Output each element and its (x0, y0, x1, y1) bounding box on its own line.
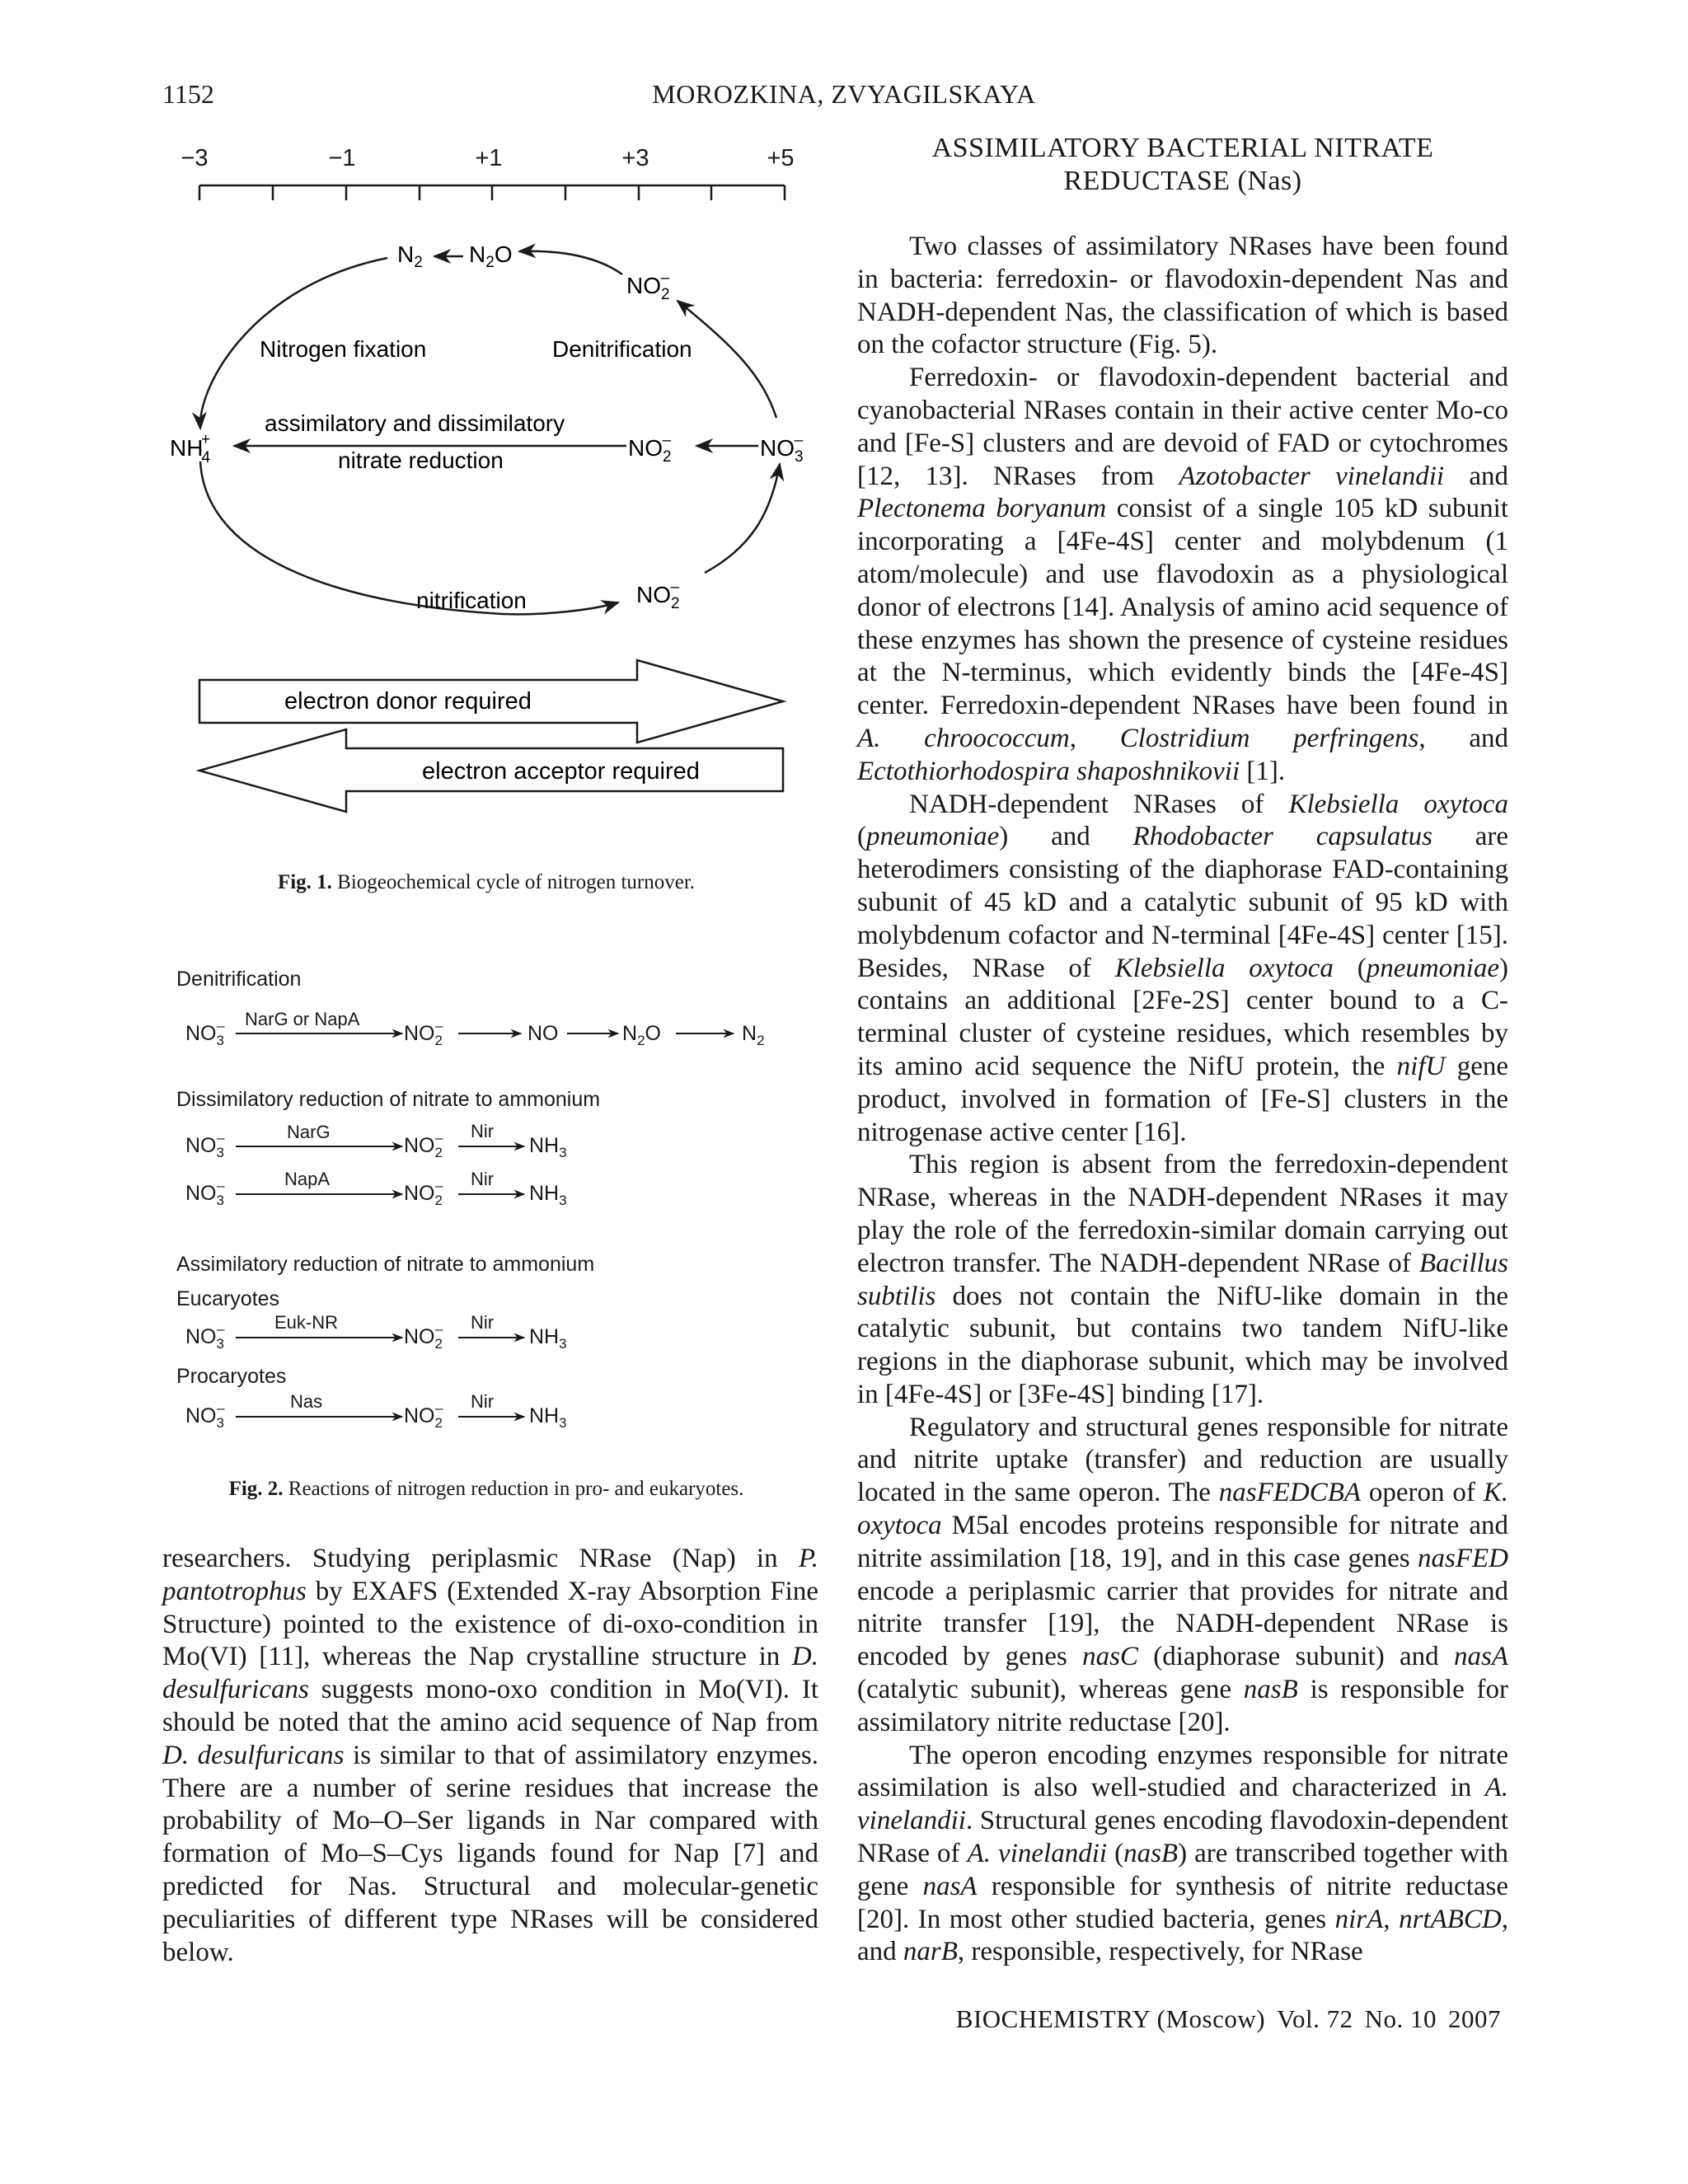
section-title: ASSIMILATORY BACTERIAL NITRATE REDUCTASE (Nas) (931, 133, 1434, 196)
no2-bottom-species: $NO_2-$ (636, 579, 680, 612)
no2-species: $NO_2-$ (404, 1130, 443, 1160)
scale-label: −1 (328, 145, 356, 171)
eucaryotes-label: Eucaryotes (176, 1287, 280, 1310)
paragraph: NADH-dependent NRases of Klebsiella oxytoca (pneumoniae) and Rhodobacter capsulatus are heterodimers consisting of the diaphorase FAD-containing subunit of 45 kD and a catalytic subunit of 95 kD with molybdenum cofactor and N-terminal [4Fe-4S] center [15]. Besides, NRase of Klebsiella oxytoca (pneumoniae) contains an additional [2Fe-2S] center bound to a C-terminal cluster of cysteine residues, which resembles by its amino acid sequence the NifU protein, the nifU gene product, involved in formation of [Fe-S] clusters in the nitrogenase active center [16]. (857, 789, 1509, 1147)
paragraph: Ferredoxin- or flavodoxin-dependent bacterial and cyanobacterial NRases contain in their active center Mo-co and [Fe-S] clusters and are devoid of FAD or cytochromes [12, 13]. NRases from Azotobacter vinelandii and Plectonema boryanum consist of a single 105 kD subunit incorporating a [4Fe-4S] center and molybdenum (1 atom/molecule) and use flavodoxin as a physiological donor of electrons [14]. Analysis of amino acid sequence of these enzymes has shown the presence of cysteine residues at the N-terminus, which evidently binds the [4Fe-4S] center. Ferredoxin-dependent NRases have been found in A. chroococcum, Clostridium perfringens, and Ectothiorhodospira shaposhnikovii [1]. (857, 363, 1508, 786)
journal-year: 2007 (1448, 2004, 1501, 2033)
no2-species: $NO_2-$ (404, 1018, 443, 1048)
no3-species: $NO_3-$ (185, 1130, 225, 1160)
figure-1-caption-text: Biogeochemical cycle of nitrogen turnover. (331, 871, 696, 893)
nir-label: Nir (471, 1121, 495, 1141)
paragraph: researchers. Studying periplasmic NRase (Nap) in P. pantotrophus by EXAFS (Extended X-ray Absorption Fine Structure) pointed to the existence of di-oxo-condition in Mo(VI) [11], whereas the Nap crystalline structure in D. desulfuricans suggests mono-oxo condition in Mo(VI). It should be noted that the amino acid sequence of Nap from D. desulfuricans is similar to that of assimilatory enzymes. There are a number of serine residues that increase the probability of Mo–O–Ser ligands in Nar compared with formation of Mo–S–Cys ligands found for Nap [7] and predicted for Nas. Structural and molecular-genetic peculiarities of different type NRases will be considered below. (162, 1544, 818, 1967)
left-column-text (162, 1543, 818, 1969)
scale-label: −3 (181, 145, 209, 171)
figure-1-caption (157, 871, 816, 894)
figure-1-nitrogen-cycle (157, 136, 816, 861)
euk-nr-label: Euk-NR (274, 1312, 339, 1333)
arrow (519, 251, 622, 274)
no3-species: $NO_3-$ (185, 1018, 225, 1048)
paragraph: Regulatory and structural genes responsible for nitrate and nitrite uptake (transfer) and reduction are usually located in the same operon. The nasFEDCBA operon of K. oxytoca M5al encodes proteins responsible for nitrate and nitrite assimilation [18, 19], and in this case genes nasFED encode a periplasmic carrier that provides for nitrate and nitrite transfer [19], the NADH-dependent NRase is encoded by genes nasC (diaphorase subunit) and nasA (catalytic subunit), whereas gene nasB is responsible for assimilatory nitrite reductase [20]. (857, 1412, 1509, 1737)
nh3-species: $NH_3$ (529, 1134, 567, 1160)
no2-species: $NO_2-$ (404, 1321, 443, 1352)
no3-species: $NO_3-$ (760, 432, 804, 466)
no-species: NO (528, 1022, 559, 1045)
paragraph: Two classes of assimilatory NRases have been found in bacteria: ferredoxin- or flavodoxin-dependent Nas and NADH-dependent Nas, the classification of which is based on the cofactor structure (Fig. 5). (857, 232, 1508, 360)
nitrate-reduction-label: nitrate reduction (338, 448, 504, 473)
figure-2-caption-text: Reactions of nitrogen reduction in pro- and eukaryotes. (283, 1478, 744, 1500)
figure-2-reactions (165, 956, 816, 1451)
dissimilatory-title: Dissimilatory reduction of nitrate to ammonium (176, 1088, 601, 1111)
denitrification-title: Denitrification (176, 968, 302, 991)
procaryotes-label: Procaryotes (176, 1365, 287, 1388)
figure-2-caption-label: Fig. 2. (228, 1478, 284, 1500)
right-column-text (857, 231, 1508, 1969)
no2-mid-species: $NO_2-$ (628, 432, 672, 466)
scale-label: +5 (767, 145, 795, 171)
narg-napa-label: NarG or NapA (245, 1009, 360, 1029)
nir-label: Nir (471, 1312, 495, 1333)
electron-acceptor-label: electron acceptor required (422, 758, 700, 785)
n2o-species: $N_2O$ (622, 1022, 661, 1048)
n2o-species: $N_2O$ (469, 241, 513, 271)
assimilatory-label: assimilatory and dissimilatory (265, 410, 565, 436)
oxidation-scale (181, 145, 794, 171)
nir-label: Nir (471, 1169, 495, 1189)
scale-ruler (199, 185, 785, 200)
journal-volume: Vol. 72 (1277, 2004, 1353, 2033)
no2-top-species: $NO_2-$ (626, 269, 670, 303)
nas-label: Nas (290, 1391, 323, 1412)
arrow (678, 301, 776, 418)
nitrification-label: nitrification (416, 588, 527, 613)
figure-2-caption (157, 1478, 816, 1501)
nh4-species: NH4+ (170, 431, 211, 466)
no3-species: $NO_3-$ (185, 1178, 225, 1208)
arrow (705, 464, 780, 573)
page-number: 1152 (162, 79, 214, 109)
nh3-species: $NH_3$ (529, 1325, 567, 1352)
running-header-authors: MOROZKINA, ZVYAGILSKAYA (652, 79, 1036, 109)
denitrification-label: Denitrification (552, 336, 692, 362)
narg-label: NarG (287, 1122, 331, 1142)
scale-label: +1 (475, 145, 503, 171)
no3-species: $NO_3-$ (185, 1321, 225, 1352)
figure-1-caption-label: Fig. 1. (277, 871, 332, 893)
assimilatory-title: Assimilatory reduction of nitrate to ammonium (176, 1253, 595, 1276)
no2-species: $NO_2-$ (404, 1178, 443, 1208)
no2-species: $NO_2-$ (404, 1400, 443, 1431)
journal-number: No. 10 (1364, 2004, 1437, 2033)
napa-label: NapA (284, 1169, 331, 1189)
nh3-species: $NH_3$ (529, 1182, 567, 1208)
paragraph: This region is absent from the ferredoxin-dependent NRase, whereas in the NADH-dependent NRases it may play the role of the ferredoxin-similar domain carrying out electron transfer. The NADH-dependent NRase of Bacillus subtilis does not contain the NifU-like domain in the catalytic subunit, but contains two tandem NifU-like regions in the diaphorase subunit, which may be involved in [4Fe-4S] or [3Fe-4S] binding [17]. (857, 1150, 1508, 1409)
arrow (200, 462, 618, 614)
electron-donor-label: electron donor required (284, 688, 532, 715)
n2-species: $N_2$ (742, 1022, 765, 1048)
scale-label: +3 (621, 145, 649, 171)
nitrogen-fixation-label: Nitrogen fixation (260, 336, 427, 362)
nir-label: Nir (471, 1391, 495, 1412)
n2-species: $N_2$ (397, 241, 423, 271)
journal-footer (945, 2004, 1501, 2034)
no3-species: $NO_3-$ (185, 1400, 225, 1431)
paragraph: The operon encoding enzymes responsible for nitrate assimilation is also well-studied and characterized in A. vinelandii. Structural genes encoding flavodoxin-dependent NRase of A. vinelandii (nasB) are transcribed together with gene nasA responsible for synthesis of nitrite reductase [20]. In most other studied bacteria, genes nirA, nrtABCD, and narB, responsible, respectively, for NRase (857, 1740, 1509, 1967)
journal-name: BIOCHEMISTRY (Moscow) (955, 2004, 1266, 2033)
nh3-species: $NH_3$ (529, 1404, 567, 1431)
